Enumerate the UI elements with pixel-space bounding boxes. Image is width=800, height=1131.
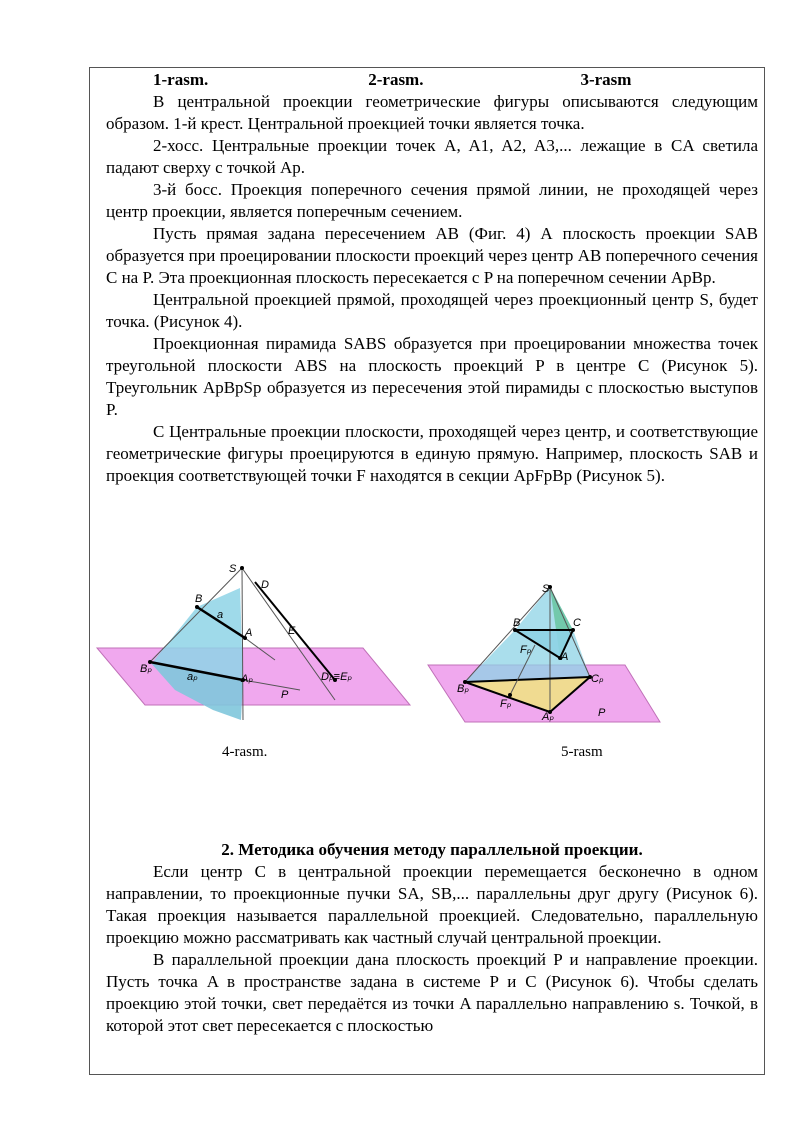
paragraph: В центральной проекции геометрические фигуры описываются следующим образом. 1-й крест. Центральной проекцией точки является точка.: [106, 92, 758, 133]
label-dpep: Dₚ≡Eₚ: [321, 671, 353, 683]
label-e: E: [288, 625, 296, 637]
label-cp-5: Cₚ: [591, 673, 604, 685]
figure-5-caption: 5-rasm: [561, 744, 603, 760]
paragraph: В параллельной проекции дана плоскость проекций P и направление проекции. Пусть точка A в пространстве задана в системе P и C (Рисунок 6). Чтобы сделать проекцию этой точки, свет передаётся из точки A параллельно направлению s. Точкой, в которой этот свет пересекается с плоскостью: [106, 950, 758, 1035]
top-text-block: [106, 69, 758, 487]
label-ap: Aₚ: [241, 673, 254, 685]
paragraph: C Центральные проекции плоскости, проходящей через центр, и соответствующие геометрические фигуры проецируются в единую прямую. Например, плоскость SAB и проекция соответствующей точки F находятся в секции ApFpBp (Рисунок 5).: [106, 422, 758, 485]
label-fp-lower: Fₚ: [500, 698, 512, 710]
paragraph: 2-хосс. Центральные проекции точек A, A1, A2, A3,... лежащие в CA светила падают сверху с точкой Ap.: [106, 136, 758, 177]
section-heading: 2. Методика обучения методу параллельной проекции.: [221, 840, 643, 859]
caption-1: 1-rasm.: [153, 70, 209, 89]
label-a: A: [245, 627, 253, 639]
figure-4-caption: 4-rasm.: [222, 744, 268, 760]
caption-3: 3-rasm: [580, 70, 632, 89]
projection-plane: [97, 648, 410, 705]
label-b-5: B: [513, 617, 521, 629]
paragraph: Пусть прямая задана пересечением AB (Фиг. 4) А плоскость проекции SAB образуется при проецировании плоскости проекций через центр AB поперечного сечения C на P. Эта проекционная плоскость пересекается с P на поперечном сечении ApBp.: [106, 224, 758, 287]
paragraph: Проекционная пирамида SABS образуется при проецировании множества точек треугольной плоскости ABS на плоскость проекций P в центре C (Рисунок 5). Треугольник ApBpSp образуется из пересечения этой пирамиды с плоскостью выступов P.: [106, 334, 758, 419]
caption-2: 2-rasm.: [368, 70, 424, 89]
label-s: S: [229, 563, 237, 575]
label-b: B: [195, 593, 203, 605]
bottom-text-block: [106, 861, 758, 1037]
label-p-5: P: [598, 707, 606, 719]
label-fp-upper: Fₚ: [520, 644, 532, 656]
figure-4: [95, 550, 765, 780]
label-bp-5: Bₚ: [457, 683, 470, 695]
point-fp-5: [508, 693, 512, 697]
label-c-5: C: [573, 617, 581, 629]
label-a-small: a: [217, 609, 224, 621]
figures-area: [95, 550, 765, 780]
label-a-5: A: [561, 651, 569, 663]
label-p: P: [281, 689, 289, 701]
point-s: [240, 566, 244, 570]
point-b: [195, 605, 199, 609]
label-d: D: [261, 579, 269, 591]
label-ap-small: aₚ: [187, 671, 198, 683]
paragraph: 3-й босс. Проекция поперечного сечения прямой линии, не проходящей через центр проекции, является поперечным сечением.: [106, 180, 758, 221]
label-s-5: S: [542, 583, 550, 595]
paragraph: Центральной проекцией прямой, проходящей через проекционный центр S, будет точка. (Рисунок 4).: [106, 290, 758, 331]
paragraph: Если центр C в центральной проекции перемещается бесконечно в одном направлении, то проекционные пучки SA, SB,... параллельны друг другу (Рисунок 6). Такая проекция называется параллельной проекцией. Следовательно, параллельную проекцию можно рассматривать как частный случай центральной проекции.: [106, 862, 758, 947]
label-bp: Bₚ: [140, 663, 153, 675]
top-captions-row: [106, 69, 758, 91]
label-ap-5: Aₚ: [542, 711, 555, 723]
